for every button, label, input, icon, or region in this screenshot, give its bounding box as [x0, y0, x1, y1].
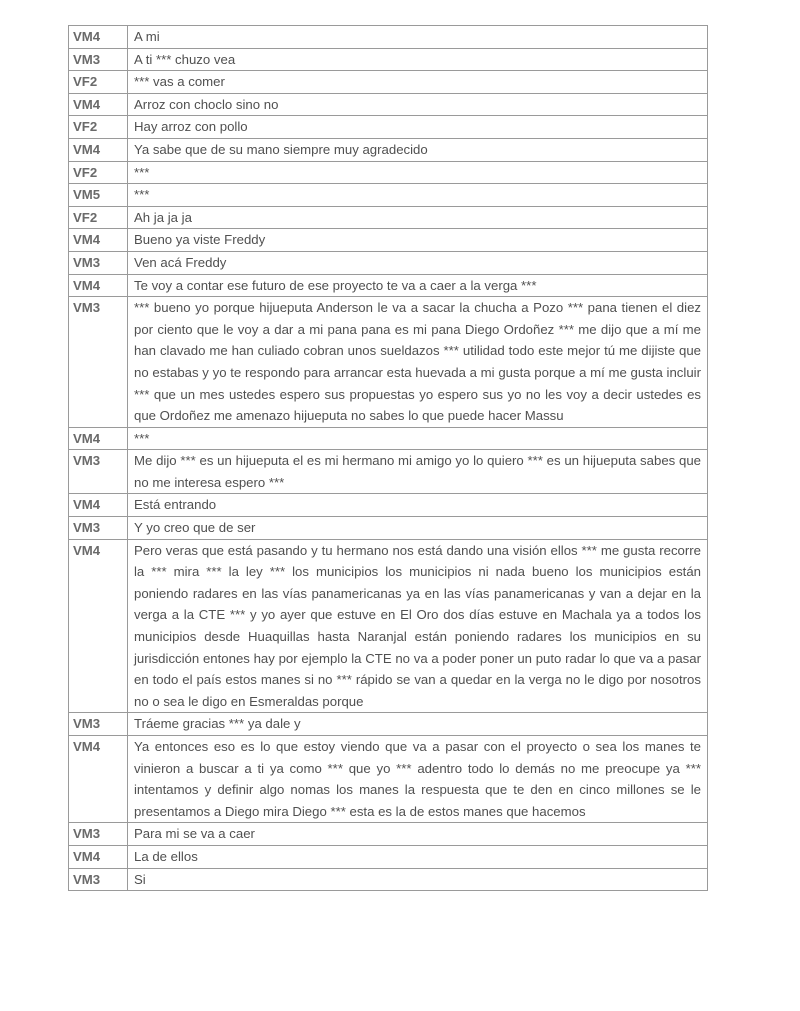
- speaker-code: VM4: [69, 93, 128, 116]
- utterance-text: Ah ja ja ja: [128, 206, 708, 229]
- transcript-row: [69, 71, 708, 94]
- speaker-code: VM3: [69, 823, 128, 846]
- transcript-row: [69, 494, 708, 517]
- utterance-text: Pero veras que está pasando y tu hermano nos está dando una visión ellos *** me gusta recorre la *** mira *** la ley *** los municipios los municipios ni nada bueno los municipios están poniendo radares en las vías panamericanas ya en las vías panamericanas y van a dejar en la verga a la CTE *** y yo ayer que estuve en El Oro dos días estuve en Machala ya a todos los municipios desde Huaquillas hasta Naranjal están poniendo radares los municipios en su jurisdicción entones hay por ejemplo la CTE no va a poder poner un puto radar lo que va a pasar en todo el país estos manes si no *** rápido se van a quedar en la verga no le digo por nosotros no o sea le digo en Esmeraldas porque: [128, 539, 708, 713]
- speaker-code: VM4: [69, 845, 128, 868]
- speaker-code: VM4: [69, 274, 128, 297]
- transcript-row: [69, 229, 708, 252]
- utterance-text: Me dijo *** es un hijueputa el es mi hermano mi amigo yo lo quiero *** es un hijueputa sabes que no me interesa espero ***: [128, 450, 708, 494]
- transcript-table: [68, 25, 708, 891]
- transcript-row: [69, 823, 708, 846]
- utterance-text: A mi: [128, 26, 708, 49]
- transcript-row: [69, 868, 708, 891]
- speaker-code: VM4: [69, 229, 128, 252]
- transcript-row: [69, 93, 708, 116]
- utterance-text: ***: [128, 427, 708, 450]
- speaker-code: VF2: [69, 116, 128, 139]
- utterance-text: ***: [128, 161, 708, 184]
- transcript-row: [69, 427, 708, 450]
- speaker-code: VM4: [69, 427, 128, 450]
- utterance-text: Para mi se va a caer: [128, 823, 708, 846]
- utterance-text: Si: [128, 868, 708, 891]
- transcript-row: [69, 713, 708, 736]
- speaker-code: VM3: [69, 251, 128, 274]
- speaker-code: VM4: [69, 26, 128, 49]
- transcript-row: [69, 206, 708, 229]
- transcript-row: [69, 274, 708, 297]
- transcript-row: [69, 251, 708, 274]
- transcript-row: [69, 138, 708, 161]
- transcript-row: [69, 116, 708, 139]
- transcript-row: [69, 26, 708, 49]
- utterance-text: Está entrando: [128, 494, 708, 517]
- utterance-text: *** bueno yo porque hijueputa Anderson le va a sacar la chucha a Pozo *** pana tienen el diez por ciento que le voy a dar a mi pana pana es mi pana Diego Ordoñez *** me dijo que a mí me han clavado me han culiado cobran unos sueldazos *** utilidad todo este mejor tú me dijiste que no estabas y yo te respondo para arrancar esta huevada a mi gusta porque a mí me gusta incluir *** que un mes ustedes espero sus propuestas yo espero sus yo no les voy a decir ustedes es que Ordoñez me amenazo hijueputa no sabes lo que puede hacer Massu: [128, 297, 708, 428]
- speaker-code: VM3: [69, 450, 128, 494]
- transcript-row: [69, 184, 708, 207]
- utterance-text: ***: [128, 184, 708, 207]
- utterance-text: Te voy a contar ese futuro de ese proyecto te va a caer a la verga ***: [128, 274, 708, 297]
- speaker-code: VM4: [69, 539, 128, 713]
- utterance-text: Ya sabe que de su mano siempre muy agradecido: [128, 138, 708, 161]
- speaker-code: VM4: [69, 736, 128, 823]
- transcript-row: [69, 845, 708, 868]
- utterance-text: Tráeme gracias *** ya dale y: [128, 713, 708, 736]
- transcript-row: [69, 736, 708, 823]
- speaker-code: VM3: [69, 48, 128, 71]
- transcript-row: [69, 48, 708, 71]
- speaker-code: VM3: [69, 713, 128, 736]
- utterance-text: Ya entonces eso es lo que estoy viendo que va a pasar con el proyecto o sea los manes te vinieron a buscar a ti ya como *** que yo *** adentro todo lo demás no me preocupe ya *** intentamos y definir algo nomas los manes la respuesta que te den en cinco millones se le presentamos a Diego mira Diego *** esta es la de estos manes que hacemos: [128, 736, 708, 823]
- utterance-text: La de ellos: [128, 845, 708, 868]
- utterance-text: Hay arroz con pollo: [128, 116, 708, 139]
- speaker-code: VM3: [69, 868, 128, 891]
- transcript-row: [69, 297, 708, 428]
- speaker-code: VM4: [69, 138, 128, 161]
- speaker-code: VM3: [69, 297, 128, 428]
- speaker-code: VF2: [69, 161, 128, 184]
- speaker-code: VM4: [69, 494, 128, 517]
- utterance-text: Y yo creo que de ser: [128, 517, 708, 540]
- speaker-code: VF2: [69, 71, 128, 94]
- transcript-row: [69, 539, 708, 713]
- utterance-text: *** vas a comer: [128, 71, 708, 94]
- utterance-text: Ven acá Freddy: [128, 251, 708, 274]
- transcript-body: [69, 26, 708, 891]
- speaker-code: VF2: [69, 206, 128, 229]
- transcript-row: [69, 161, 708, 184]
- transcript-row: [69, 517, 708, 540]
- utterance-text: A ti *** chuzo vea: [128, 48, 708, 71]
- utterance-text: Bueno ya viste Freddy: [128, 229, 708, 252]
- utterance-text: Arroz con choclo sino no: [128, 93, 708, 116]
- speaker-code: VM3: [69, 517, 128, 540]
- speaker-code: VM5: [69, 184, 128, 207]
- transcript-row: [69, 450, 708, 494]
